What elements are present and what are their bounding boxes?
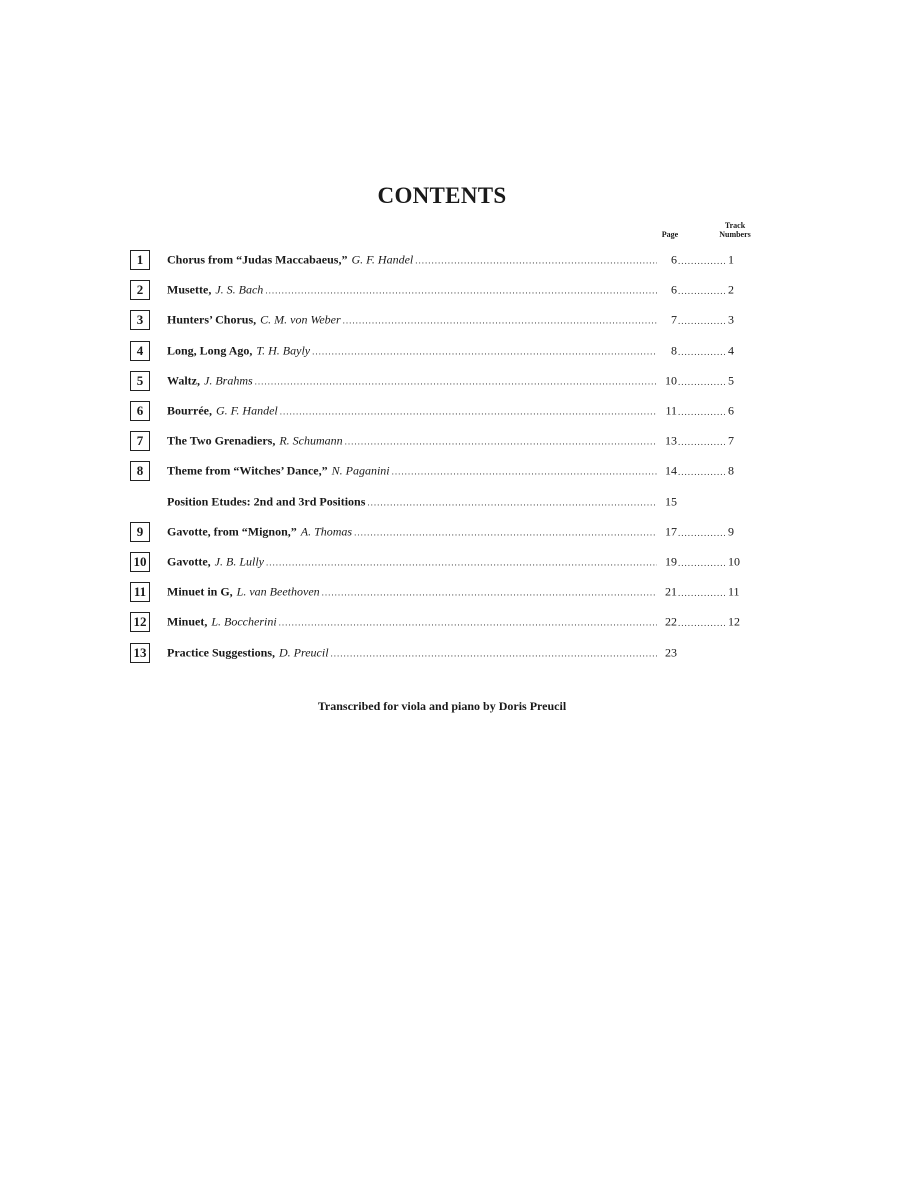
toc-row — [130, 275, 770, 305]
table-of-contents — [130, 245, 770, 668]
dot-leader — [678, 286, 725, 296]
composer-name: G. F. Handel — [215, 403, 278, 418]
piece-title: Theme from “Witches’ Dance,” — [167, 463, 328, 478]
track-number: 7 — [728, 433, 734, 448]
dot-leader — [678, 346, 725, 356]
piece-title: Hunters’ Chorus, — [167, 312, 257, 327]
track-number-box: 9 — [130, 522, 150, 542]
composer-name: R. Schumann — [279, 433, 343, 448]
dot-leader — [678, 467, 725, 477]
piece-title: Chorus from “Judas Maccabaeus,” — [167, 252, 348, 267]
toc-entry — [167, 554, 657, 569]
piece-title: Gavotte, — [167, 554, 211, 569]
dot-leader — [322, 588, 657, 598]
track-number-box: 10 — [130, 552, 150, 572]
piece-title: Position Etudes: 2nd and 3rd Positions — [167, 494, 366, 509]
toc-row — [130, 637, 770, 667]
page-number: 7 — [671, 312, 677, 327]
dot-leader — [415, 256, 657, 266]
dot-leader — [678, 256, 725, 266]
composer-name: A. Thomas — [300, 524, 353, 539]
dot-leader — [678, 377, 725, 387]
page-title: CONTENTS — [377, 183, 507, 208]
toc-row — [130, 366, 770, 396]
page-number: 10 — [665, 373, 677, 388]
page-number: 14 — [665, 463, 677, 478]
toc-row — [130, 517, 770, 547]
piece-title: Long, Long Ago, — [167, 343, 253, 358]
page-number: 22 — [665, 614, 677, 629]
toc-entry — [167, 283, 657, 298]
dot-leader — [354, 527, 657, 537]
track-number-box: 6 — [130, 401, 150, 421]
dot-leader — [331, 648, 657, 658]
toc-entry — [167, 645, 657, 660]
toc-row — [130, 607, 770, 637]
dot-leader — [678, 528, 725, 538]
composer-name: N. Paganini — [331, 463, 390, 478]
toc-row — [130, 456, 770, 486]
track-number: 2 — [728, 282, 734, 297]
page-number: 17 — [665, 524, 677, 539]
dot-leader — [280, 407, 657, 417]
toc-entry — [167, 434, 657, 449]
piece-title: Waltz, — [167, 373, 200, 388]
piece-title: The Two Grenadiers, — [167, 433, 276, 448]
page-number: 21 — [665, 584, 677, 599]
dot-leader — [265, 286, 657, 296]
toc-row — [130, 487, 770, 517]
dot-leader — [279, 618, 657, 628]
track-number: 8 — [728, 463, 734, 478]
dot-leader — [678, 618, 725, 628]
toc-entry — [167, 615, 657, 630]
page-number: 23 — [665, 645, 677, 660]
track-number-box: 5 — [130, 371, 150, 391]
toc-row — [130, 547, 770, 577]
page-number: 6 — [671, 282, 677, 297]
piece-title: Practice Suggestions, — [167, 645, 275, 660]
dot-leader — [678, 407, 725, 417]
track-number-box: 11 — [130, 582, 150, 602]
page-number: 11 — [665, 403, 677, 418]
track-number: 11 — [728, 584, 740, 599]
track-number-box: 7 — [130, 431, 150, 451]
track-column-header: Track Numbers — [719, 221, 751, 239]
track-number-box — [130, 492, 150, 512]
track-number-box: 12 — [130, 612, 150, 632]
composer-name: T. H. Bayly — [256, 343, 311, 358]
track-number-box: 3 — [130, 310, 150, 330]
page-number: 8 — [671, 343, 677, 358]
piece-title: Gavotte, from “Mignon,” — [167, 524, 297, 539]
composer-name: D. Preucil — [278, 645, 329, 660]
piece-title: Bourrée, — [167, 403, 212, 418]
track-number-box: 2 — [130, 280, 150, 300]
dot-leader — [345, 437, 657, 447]
page-number: 19 — [665, 554, 677, 569]
composer-name: G. F. Handel — [351, 252, 414, 267]
track-number-box: 8 — [130, 461, 150, 481]
track-number: 3 — [728, 312, 734, 327]
toc-entry — [167, 585, 657, 600]
dot-leader — [266, 557, 657, 567]
toc-entry — [167, 494, 657, 509]
track-number: 5 — [728, 373, 734, 388]
toc-entry — [167, 253, 657, 268]
transcription-credit: Transcribed for viola and piano by Doris Preucil — [317, 699, 567, 713]
dot-leader — [367, 497, 657, 507]
composer-name: J. B. Lully — [214, 554, 264, 569]
dot-leader — [678, 316, 725, 326]
toc-row — [130, 426, 770, 456]
dot-leader — [312, 346, 657, 356]
toc-row — [130, 305, 770, 335]
dot-leader — [678, 588, 725, 598]
track-number-box: 1 — [130, 250, 150, 270]
track-number: 10 — [728, 554, 740, 569]
dot-leader — [678, 437, 725, 447]
toc-entry — [167, 343, 657, 358]
track-number: 1 — [728, 252, 734, 267]
piece-title: Minuet, — [167, 614, 208, 629]
dot-leader — [255, 376, 657, 386]
dot-leader — [678, 558, 725, 568]
track-number: 9 — [728, 524, 734, 539]
track-number: 12 — [728, 614, 740, 629]
track-number: 6 — [728, 403, 734, 418]
toc-row — [130, 245, 770, 275]
piece-title: Minuet in G, — [167, 584, 233, 599]
page-number: 6 — [671, 252, 677, 267]
page-number: 15 — [665, 494, 677, 509]
piece-title: Musette, — [167, 282, 212, 297]
toc-row — [130, 396, 770, 426]
track-number-box: 13 — [130, 643, 150, 663]
track-number-box: 4 — [130, 341, 150, 361]
composer-name: L. Boccherini — [211, 614, 277, 629]
toc-entry — [167, 373, 657, 388]
toc-entry — [167, 464, 657, 479]
dot-leader — [392, 467, 657, 477]
toc-entry — [167, 313, 657, 328]
dot-leader — [343, 316, 657, 326]
page-column-header: Page — [661, 230, 679, 239]
toc-entry — [167, 524, 657, 539]
toc-row — [130, 336, 770, 366]
composer-name: C. M. von Weber — [260, 312, 341, 327]
composer-name: J. S. Bach — [215, 282, 264, 297]
page-number: 13 — [665, 433, 677, 448]
toc-entry — [167, 404, 657, 419]
track-number: 4 — [728, 343, 734, 358]
composer-name: L. van Beethoven — [236, 584, 320, 599]
composer-name: J. Brahms — [204, 373, 253, 388]
toc-row — [130, 577, 770, 607]
